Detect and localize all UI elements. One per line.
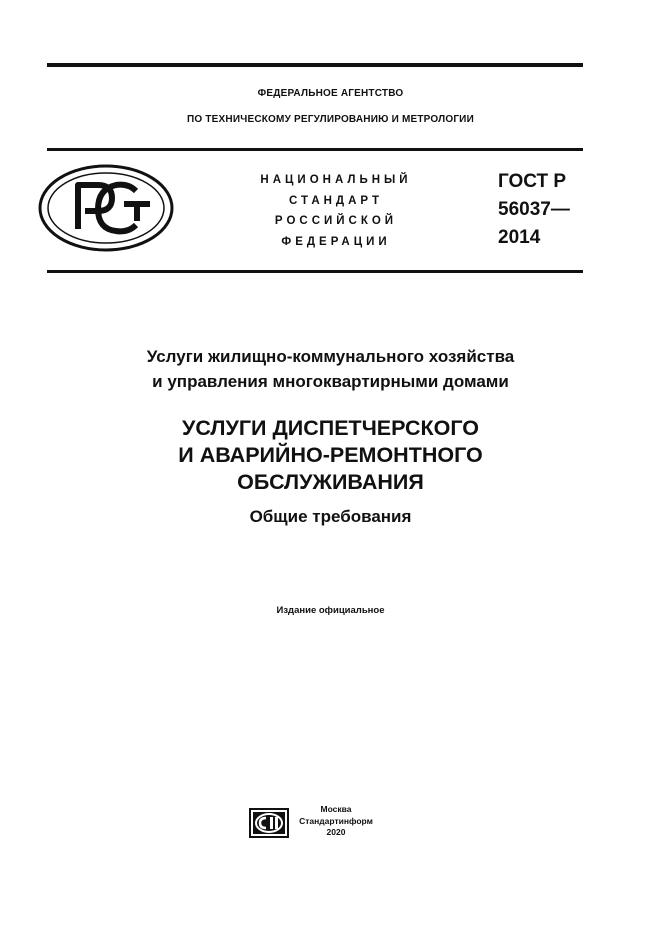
gost-code-line-2: 56037— bbox=[498, 199, 570, 220]
publisher-year: 2020 bbox=[326, 827, 346, 837]
standard-line-1: НАЦИОНАЛЬНЫЙ bbox=[260, 174, 412, 186]
gost-code-line-1: ГОСТ Р bbox=[498, 171, 567, 192]
standard-line-3: РОССИЙСКОЙ bbox=[274, 215, 398, 227]
standartinform-logo-icon bbox=[249, 808, 289, 838]
header-divider-rule bbox=[47, 148, 583, 151]
document-scope-title bbox=[0, 344, 661, 394]
standard-divider-rule bbox=[47, 270, 583, 273]
publisher-city: Москва bbox=[320, 804, 352, 814]
gost-code bbox=[498, 168, 570, 252]
gost-code-line-3: 2014 bbox=[498, 227, 541, 248]
publisher-name: Стандартинформ bbox=[299, 815, 373, 826]
national-standard-label bbox=[236, 170, 436, 252]
document-main-title bbox=[0, 415, 661, 496]
rst-logo-icon bbox=[36, 163, 176, 253]
document-subtitle: Общие требования bbox=[249, 507, 412, 526]
main-title-line-1: УСЛУГИ ДИСПЕТЧЕРСКОГО bbox=[182, 416, 479, 440]
edition-label: Издание официальное bbox=[276, 605, 385, 616]
agency-line-1: ФЕДЕРАЛЬНОЕ АГЕНТСТВО bbox=[257, 88, 404, 99]
publisher-info bbox=[296, 804, 376, 839]
scope-line-2: и управления многоквартирными домами bbox=[152, 372, 509, 391]
agency-line-2: ПО ТЕХНИЧЕСКОМУ РЕГУЛИРОВАНИЮ И МЕТРОЛОГИИ bbox=[187, 114, 474, 125]
top-rule bbox=[47, 63, 583, 67]
scope-line-1: Услуги жилищно-коммунального хозяйства bbox=[146, 347, 515, 366]
standard-line-2: СТАНДАРТ bbox=[289, 194, 383, 207]
main-title-line-3: ОБСЛУЖИВАНИЯ bbox=[237, 470, 424, 494]
standard-line-4: ФЕДЕРАЦИИ bbox=[281, 235, 391, 248]
main-title-line-2: И АВАРИЙНО-РЕМОНТНОГО bbox=[178, 443, 483, 467]
